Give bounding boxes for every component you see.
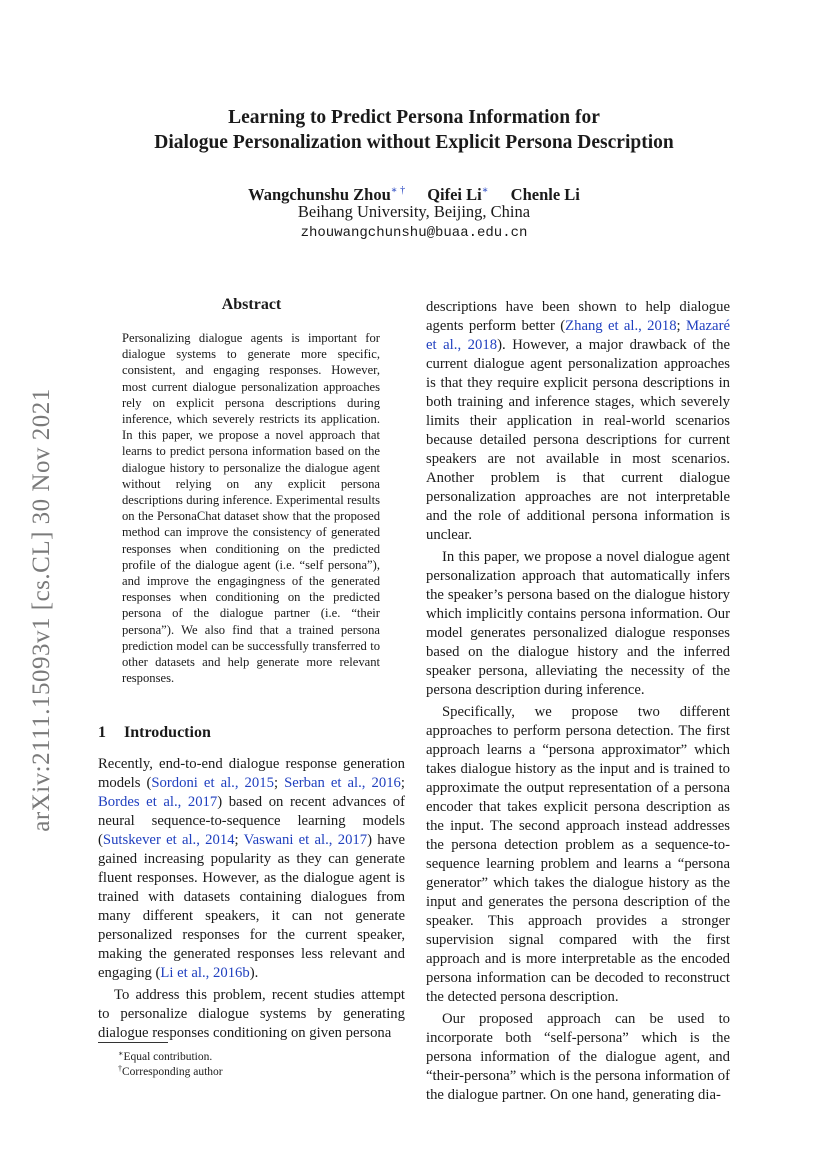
abstract-heading: Abstract [221,296,282,313]
title-line-1: Learning to Predict Persona Information for [228,107,600,128]
arxiv-stamp [22,360,62,860]
author-marks: ∗ [481,185,489,196]
text-run: ). However, a major drawback of the current dialogue agent personalization approaches is that they require explicit persona descriptions in both training and inference stages, which severely limits their application in real-world scenarios because detailed persona descriptions for current speakers are not available in most scenarios. Another problem is that current dialogue personalization approaches are not interpretable and the role of additional persona information is unclear. [426,337,730,543]
title-line-2: Dialogue Personalization without Explicit Persona Description [154,132,674,153]
text-run: ; [676,318,686,334]
left-column-body [98,755,405,1043]
author-name: Qifei Li [427,185,482,204]
text-run: ). [249,965,259,981]
paragraph [426,298,730,545]
text-run: Recently, end-to-end dialogue response generation models ( [98,756,405,791]
citation-link[interactable]: Zhang et al., 2018 [565,318,677,334]
abstract-body: Personalizing dialogue agents is important for dialogue systems to generate more specific, consistent, and engaging responses. However, most current dialogue personalization approaches rely on explicit persona descriptions during inference, which severely restricts its application. In this paper, we propose a novel approach that learns to predict persona information based on the dialogue history to personalize the dialogue agent without relying on any explicit persona descriptions during inference. Experimental results on the PersonaChat dataset show that the proposed method can improve the consistency of generated responses when conditioning on the predicted profile of the dialogue agent (i.e. “self persona”), and improve the engagingness of the generated responses when conditioning on the predicted persona of the dialogue partner (i.e. “their persona”). We also find that a trained persona prediction model can be successfully transferred to other datasets and help generate more relevant responses. [122,331,380,686]
section-heading [98,724,211,742]
text-run: ) based on recent advances of neural sequence-to-sequence learning models ( [98,794,406,848]
paragraph: To address this problem, recent studies attempt to personalize dialogue systems by generating dialogue responses conditioning on given persona [98,987,405,1041]
footnote-text: Equal contribution. [123,1051,213,1063]
author-email: zhouwangchunshu@buaa.edu.cn [300,225,528,241]
section-title: Introduction [124,724,211,741]
author-name: Chenle Li [510,185,580,204]
affiliation: Beihang University, Beijing, China [297,202,531,221]
right-column-body [426,298,730,1105]
footnote-mark: ∗ [118,1049,124,1058]
arxiv-stamp-text: arXiv:2111.15093v1 [cs.CL] 30 Nov 2021 [28,388,55,832]
footnote-divider [98,1042,168,1043]
footnote-mark: † [118,1064,122,1073]
text-run: ) have gained increasing popularity as they can generate fluent responses. However, as the dialogue agent is trained with datasets containing dialogues from many different speakers, it can not generate personalized responses for the current speaker, making the generated responses less relevant and engaging ( [98,832,406,981]
footnote [118,1062,223,1079]
citation-link[interactable]: Sordoni et al., 2015 [151,775,274,791]
paragraph [98,755,405,983]
author-marks: ∗ † [390,185,406,196]
footnote-text: Corresponding author [122,1066,223,1078]
section-number: 1 [98,724,106,741]
paragraph: Our proposed approach can be used to incorporate both “self-persona” which is the persona information of the dialogue agent, and “their-persona” which is the persona information of the dialogue partner. On one hand, generating dia- [426,1011,730,1103]
paragraph: In this paper, we propose a novel dialogue agent personalization approach that automatically infers the speaker’s persona based on the dialogue history which implicitly contains persona information. Our model generates personalized dialogue responses based on the dialogue history and the inferred speaker persona, alleviating the necessity of the persona description during inference. [426,549,730,698]
author-name: Wangchunshu Zhou [248,185,391,204]
citation-link[interactable]: Mazaré et al., 2018 [426,318,730,353]
text-run: ; [273,775,285,791]
citation-link[interactable]: Li et al., 2016b [160,965,250,981]
citation-link[interactable]: Serban et al., 2016 [284,775,401,791]
text-run: ; [234,832,244,848]
paragraph: Specifically, we propose two different approaches to perform persona detection. The first approach learns a “persona approximator” which takes dialogue history as the input and is trained to approximate the output representation of a persona encoder that takes explicit persona description as the input. The second approach instead addresses the persona detection problem as a sequence-to-sequence learning problem and learns a “persona generator” which takes the dialogue history as the input and generates the persona description of the speaker. This approach provides a stronger supervision signal compared with the first approach and is more interpretable as the encoded persona information can be decoded to reconstruct the detected persona description. [426,704,730,1005]
citation-link[interactable]: Sutskever et al., 2014 [102,832,235,848]
citation-link[interactable]: Vaswani et al., 2017 [243,832,368,848]
paper-title [100,105,728,155]
citation-link[interactable]: Bordes et al., 2017 [98,794,218,810]
text-run: descriptions have been shown to help dialogue agents perform better ( [426,299,730,334]
text-run: ; [400,775,405,791]
